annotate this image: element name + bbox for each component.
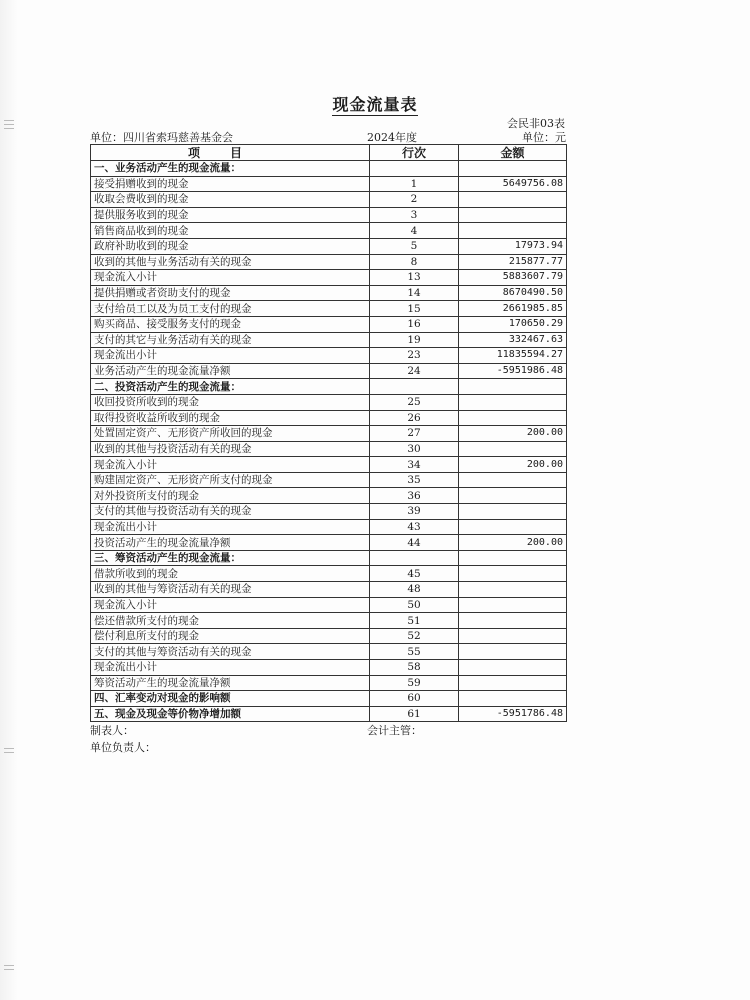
table-row xyxy=(91,613,567,629)
row-item: 三、筹资活动产生的现金流量： xyxy=(91,550,370,566)
table-row xyxy=(91,504,567,520)
head-label: 单位负责人： xyxy=(90,741,156,754)
row-amount xyxy=(459,675,567,691)
row-line-no: 59 xyxy=(370,675,459,691)
table-row xyxy=(91,706,567,722)
row-amount: 2661985.85 xyxy=(459,301,567,317)
row-item: 处置固定资产、无形资产所收回的现金 xyxy=(91,426,370,442)
table-header-row xyxy=(91,145,567,161)
row-line-no: 14 xyxy=(370,285,459,301)
row-item: 收取会费收到的现金 xyxy=(91,192,370,208)
row-item: 支付的其它与业务活动有关的现金 xyxy=(91,332,370,348)
row-item: 支付的其他与筹资活动有关的现金 xyxy=(91,644,370,660)
table-row xyxy=(91,285,567,301)
table-row xyxy=(91,161,567,177)
row-amount: 8670490.50 xyxy=(459,285,567,301)
footer-head xyxy=(90,739,566,755)
row-amount xyxy=(459,441,567,457)
table-row xyxy=(91,410,567,426)
row-line-no: 23 xyxy=(370,348,459,364)
table-row xyxy=(91,363,567,379)
row-item: 一、业务活动产生的现金流量： xyxy=(91,161,370,177)
scan-mark xyxy=(4,969,14,970)
table-row xyxy=(91,348,567,364)
row-amount xyxy=(459,223,567,239)
row-line-no: 16 xyxy=(370,316,459,332)
table-row xyxy=(91,519,567,535)
row-amount xyxy=(459,394,567,410)
scan-mark xyxy=(4,965,14,966)
preparer-label: 制表人： xyxy=(90,724,134,737)
table-row xyxy=(91,316,567,332)
row-item: 投资活动产生的现金流量净额 xyxy=(91,535,370,551)
table-row xyxy=(91,675,567,691)
table-row xyxy=(91,394,567,410)
scan-mark xyxy=(4,128,14,129)
row-amount xyxy=(459,192,567,208)
table-row xyxy=(91,644,567,660)
row-line-no: 19 xyxy=(370,332,459,348)
row-line-no: 61 xyxy=(370,706,459,722)
row-line-no: 25 xyxy=(370,394,459,410)
row-line-no: 34 xyxy=(370,457,459,473)
row-item: 四、汇率变动对现金的影响额 xyxy=(91,691,370,707)
row-item: 筹资活动产生的现金流量净额 xyxy=(91,675,370,691)
row-amount xyxy=(459,597,567,613)
row-item: 现金流出小计 xyxy=(91,519,370,535)
row-amount xyxy=(459,691,567,707)
table-row xyxy=(91,597,567,613)
table-row xyxy=(91,535,567,551)
row-item: 支付给员工以及为员工支付的现金 xyxy=(91,301,370,317)
scan-mark xyxy=(4,120,14,121)
row-amount xyxy=(459,410,567,426)
row-line-no: 2 xyxy=(370,192,459,208)
table-row xyxy=(91,488,567,504)
row-line-no: 4 xyxy=(370,223,459,239)
row-amount xyxy=(459,660,567,676)
row-amount xyxy=(459,582,567,598)
row-line-no: 43 xyxy=(370,519,459,535)
table-row xyxy=(91,426,567,442)
row-line-no: 50 xyxy=(370,597,459,613)
row-item: 五、现金及现金等价物净增加额 xyxy=(91,706,370,722)
row-line-no: 60 xyxy=(370,691,459,707)
row-amount xyxy=(459,550,567,566)
table-row xyxy=(91,566,567,582)
row-line-no: 5 xyxy=(370,238,459,254)
unit-line xyxy=(90,129,566,143)
table-row xyxy=(91,207,567,223)
scan-mark xyxy=(4,124,14,125)
row-amount xyxy=(459,644,567,660)
row-amount: 200.00 xyxy=(459,535,567,551)
row-line-no: 8 xyxy=(370,254,459,270)
row-amount xyxy=(459,379,567,395)
row-amount xyxy=(459,566,567,582)
row-amount xyxy=(459,488,567,504)
row-line-no: 15 xyxy=(370,301,459,317)
row-item: 偿付利息所支付的现金 xyxy=(91,628,370,644)
table-row xyxy=(91,270,567,286)
table-row xyxy=(91,223,567,239)
row-amount: 200.00 xyxy=(459,457,567,473)
row-amount xyxy=(459,207,567,223)
row-amount: 17973.94 xyxy=(459,238,567,254)
form-code: 会民非03表 xyxy=(507,117,565,130)
row-line-no: 3 xyxy=(370,207,459,223)
row-line-no: 45 xyxy=(370,566,459,582)
row-line-no: 48 xyxy=(370,582,459,598)
row-amount: 332467.63 xyxy=(459,332,567,348)
row-line-no: 1 xyxy=(370,176,459,192)
row-amount: -5951786.48 xyxy=(459,706,567,722)
row-item: 提供捐赠或者资助支付的现金 xyxy=(91,285,370,301)
row-amount xyxy=(459,628,567,644)
row-item: 现金流出小计 xyxy=(91,660,370,676)
header-item: 项目 xyxy=(91,145,370,161)
row-item: 收回投资所收到的现金 xyxy=(91,394,370,410)
row-amount: 11835594.27 xyxy=(459,348,567,364)
row-line-no: 24 xyxy=(370,363,459,379)
row-line-no: 13 xyxy=(370,270,459,286)
row-amount: 215877.77 xyxy=(459,254,567,270)
row-line-no: 58 xyxy=(370,660,459,676)
row-amount: -5951986.48 xyxy=(459,363,567,379)
row-line-no xyxy=(370,161,459,177)
row-amount xyxy=(459,613,567,629)
row-line-no: 51 xyxy=(370,613,459,629)
row-item: 现金流入小计 xyxy=(91,597,370,613)
row-item: 收到的其他与筹资活动有关的现金 xyxy=(91,582,370,598)
row-line-no: 36 xyxy=(370,488,459,504)
accountant-label: 会计主管： xyxy=(367,724,422,737)
table-row xyxy=(91,550,567,566)
table-row xyxy=(91,176,567,192)
page-title xyxy=(0,92,750,115)
row-amount: 200.00 xyxy=(459,426,567,442)
row-line-no: 27 xyxy=(370,426,459,442)
table-row xyxy=(91,472,567,488)
row-amount xyxy=(459,161,567,177)
row-amount xyxy=(459,519,567,535)
row-amount: 170650.29 xyxy=(459,316,567,332)
row-item: 现金流出小计 xyxy=(91,348,370,364)
row-line-no xyxy=(370,379,459,395)
table-row xyxy=(91,457,567,473)
table-row xyxy=(91,238,567,254)
row-item: 接受捐赠收到的现金 xyxy=(91,176,370,192)
row-line-no xyxy=(370,550,459,566)
table-row xyxy=(91,332,567,348)
row-amount: 5649756.08 xyxy=(459,176,567,192)
row-amount xyxy=(459,504,567,520)
row-line-no: 39 xyxy=(370,504,459,520)
table-row xyxy=(91,192,567,208)
row-line-no: 26 xyxy=(370,410,459,426)
table-row xyxy=(91,660,567,676)
row-line-no: 52 xyxy=(370,628,459,644)
row-item: 收到的其他与投资活动有关的现金 xyxy=(91,441,370,457)
table-row xyxy=(91,691,567,707)
row-item: 取得投资收益所收到的现金 xyxy=(91,410,370,426)
table-row xyxy=(91,441,567,457)
row-item: 收到的其他与业务活动有关的现金 xyxy=(91,254,370,270)
row-item: 政府补助收到的现金 xyxy=(91,238,370,254)
row-item: 购买商品、接受服务支付的现金 xyxy=(91,316,370,332)
row-line-no: 55 xyxy=(370,644,459,660)
row-item: 对外投资所支付的现金 xyxy=(91,488,370,504)
scan-edge xyxy=(0,0,18,1000)
table-row xyxy=(91,379,567,395)
table-row xyxy=(91,582,567,598)
fiscal-year: 2024年度 xyxy=(367,131,417,144)
footer-signatures xyxy=(90,722,566,738)
header-line-no: 行次 xyxy=(370,145,459,161)
row-line-no: 35 xyxy=(370,472,459,488)
row-amount xyxy=(459,472,567,488)
table-row xyxy=(91,254,567,270)
row-line-no: 44 xyxy=(370,535,459,551)
cash-flow-table xyxy=(90,144,567,722)
currency-unit: 单位：元 xyxy=(522,131,566,144)
header-amount: 金额 xyxy=(459,145,567,161)
row-line-no: 30 xyxy=(370,441,459,457)
row-item: 现金流入小计 xyxy=(91,457,370,473)
row-amount: 5883607.79 xyxy=(459,270,567,286)
row-item: 二、投资活动产生的现金流量： xyxy=(91,379,370,395)
row-item: 购建固定资产、无形资产所支付的现金 xyxy=(91,472,370,488)
row-item: 现金流入小计 xyxy=(91,270,370,286)
organization-name: 单位：四川省索玛慈善基金会 xyxy=(90,131,233,144)
row-item: 提供服务收到的现金 xyxy=(91,207,370,223)
table-row xyxy=(91,628,567,644)
row-item: 业务活动产生的现金流量净额 xyxy=(91,363,370,379)
row-item: 偿还借款所支付的现金 xyxy=(91,613,370,629)
row-item: 支付的其他与投资活动有关的现金 xyxy=(91,504,370,520)
page-title-text: 现金流量表 xyxy=(332,95,418,114)
scan-mark xyxy=(4,752,14,753)
row-item: 销售商品收到的现金 xyxy=(91,223,370,239)
row-item: 借款所收到的现金 xyxy=(91,566,370,582)
scan-mark xyxy=(4,748,14,749)
table-row xyxy=(91,301,567,317)
